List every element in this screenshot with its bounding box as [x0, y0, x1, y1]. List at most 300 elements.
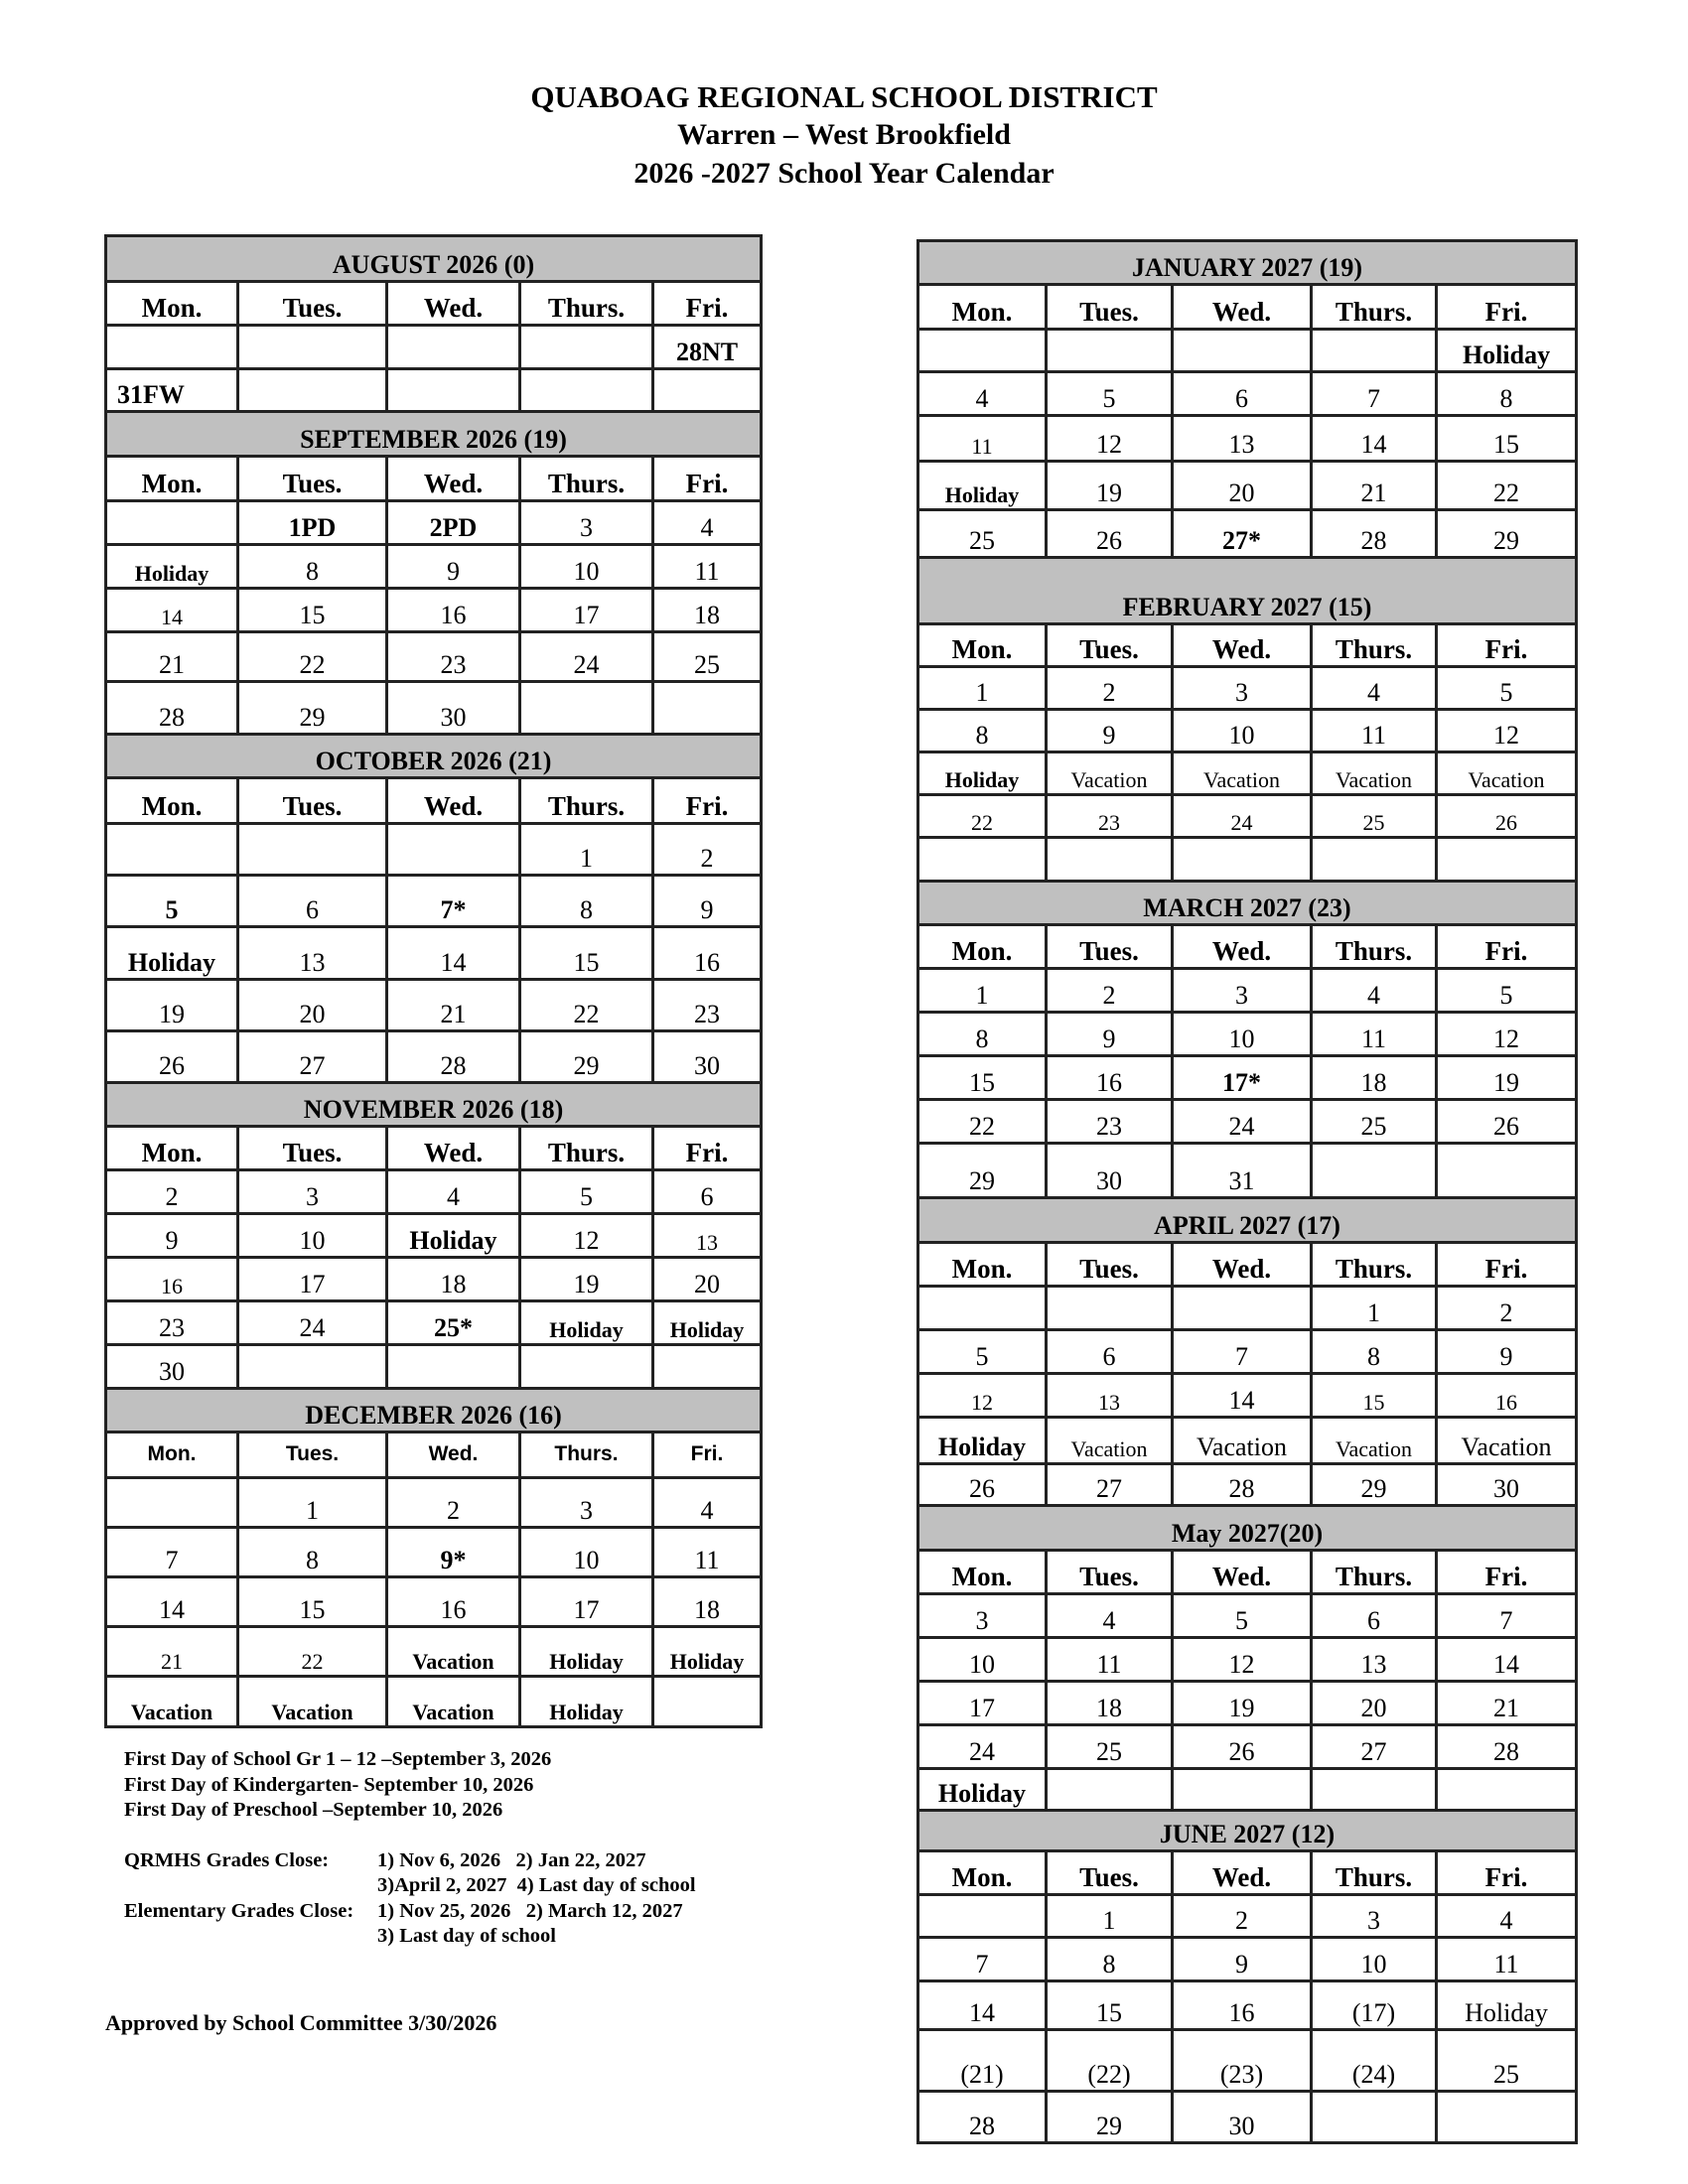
weekday-wed: Wed. [387, 457, 520, 501]
day-cell: 14 [1173, 1374, 1312, 1418]
empty-day-cell [1437, 2092, 1577, 2143]
day-cell: 12 [1437, 1013, 1577, 1056]
week-row [918, 795, 1577, 838]
weekday-fri: Fri. [653, 282, 762, 326]
day-cell: 7* [387, 876, 520, 927]
day-cell: 17* [1173, 1056, 1312, 1100]
week-row [106, 632, 762, 682]
weekday-tue: Tues. [1047, 624, 1173, 667]
weekday-fri: Fri. [1437, 624, 1577, 667]
day-cell: 10 [918, 1638, 1047, 1682]
week-row [106, 980, 762, 1031]
empty-day-cell [520, 326, 653, 369]
day-cell: 12 [520, 1214, 653, 1258]
day-cell: 29 [520, 1031, 653, 1083]
day-cell: Holiday [1437, 330, 1577, 372]
day-cell: 7 [918, 1938, 1047, 1981]
day-cell: 29 [1047, 2092, 1173, 2143]
day-cell: 15 [1437, 416, 1577, 462]
empty-day-cell [1173, 838, 1312, 882]
weekday-thu: Thurs. [1312, 1851, 1437, 1895]
week-row [918, 1418, 1577, 1464]
day-cell: 17 [918, 1682, 1047, 1725]
week-row [918, 1374, 1577, 1418]
day-cell: 11 [653, 1528, 762, 1577]
day-cell: 13 [653, 1214, 762, 1258]
weekday-thu: Thurs. [1312, 1243, 1437, 1287]
day-cell: 3 [1173, 667, 1312, 710]
weekday-thu: Thurs. [520, 1127, 653, 1170]
week-row [918, 1464, 1577, 1506]
week-row [918, 2092, 1577, 2143]
weekday-wed: Wed. [387, 778, 520, 824]
day-cell: 14 [1312, 416, 1437, 462]
week-row [918, 416, 1577, 462]
week-row [106, 326, 762, 369]
day-cell: 11 [653, 545, 762, 589]
month-header-nov [106, 1083, 762, 1127]
empty-day-cell [1312, 1769, 1437, 1811]
day-cell: 3 [1173, 969, 1312, 1013]
day-cell: (23) [1173, 2030, 1312, 2092]
empty-day-cell [520, 1345, 653, 1389]
week-row [106, 1528, 762, 1577]
month-header-aug [106, 236, 762, 282]
day-cell: 14 [387, 927, 520, 980]
week-row [918, 2030, 1577, 2092]
day-cell: 16 [387, 589, 520, 632]
day-cell: 19 [1047, 462, 1173, 510]
day-cell: 10 [1312, 1938, 1437, 1981]
day-cell: 15 [918, 1056, 1047, 1100]
day-cell: 10 [238, 1214, 387, 1258]
day-cell: 5 [1437, 969, 1577, 1013]
day-cell: 15 [520, 927, 653, 980]
empty-day-cell [1312, 330, 1437, 372]
day-cell: 7 [106, 1528, 238, 1577]
month-header-jan [918, 241, 1577, 285]
day-cell: 4 [1437, 1895, 1577, 1938]
approval-note: Approved by School Committee 3/30/2026 [105, 2010, 497, 2035]
day-cell: 1PD [238, 501, 387, 545]
month-title: DECEMBER 2026 (16) [106, 1389, 762, 1433]
day-cell: 15 [238, 589, 387, 632]
week-row [918, 1895, 1577, 1938]
day-cell: 1 [918, 969, 1047, 1013]
day-cell: 29 [1437, 510, 1577, 558]
weekday-wed: Wed. [1173, 624, 1312, 667]
weekday-fri: Fri. [653, 1127, 762, 1170]
month-header-mar [918, 882, 1577, 925]
day-cell: (22) [1047, 2030, 1173, 2092]
day-cell: 25 [1437, 2030, 1577, 2092]
day-cell: Vacation [106, 1677, 238, 1727]
weekday-tue: Tues. [238, 1127, 387, 1170]
day-cell: 30 [1047, 1144, 1173, 1198]
month-header-oct [106, 735, 762, 778]
first-day-preschool-note: First Day of Preschool –September 10, 2026 [124, 1799, 503, 1821]
day-cell: 1 [1047, 1895, 1173, 1938]
day-cell: 8 [238, 545, 387, 589]
day-cell: 5 [1437, 667, 1577, 710]
day-cell: Holiday [106, 927, 238, 980]
weekday-mon: Mon. [106, 282, 238, 326]
day-cell: Vacation [387, 1677, 520, 1727]
towns-subtitle: Warren – West Brookfield [677, 118, 1011, 151]
day-cell: 16 [1173, 1981, 1312, 2030]
day-cell: 22 [238, 632, 387, 682]
empty-day-cell [918, 1287, 1047, 1330]
day-cell: 17 [520, 1577, 653, 1627]
day-cell: 21 [1437, 1682, 1577, 1725]
empty-day-cell [1312, 2092, 1437, 2143]
day-cell: 20 [653, 1258, 762, 1301]
weekday-tue: Tues. [1047, 1551, 1173, 1594]
week-row [918, 710, 1577, 752]
week-row [106, 369, 762, 412]
day-cell: 21 [1312, 462, 1437, 510]
day-cell: 4 [653, 501, 762, 545]
weekday-tue: Tues. [1047, 925, 1173, 969]
week-row [106, 1345, 762, 1389]
weekday-thu: Thurs. [520, 282, 653, 326]
week-row [918, 838, 1577, 882]
day-cell: 28 [918, 2092, 1047, 2143]
day-cell: Vacation [1437, 752, 1577, 795]
day-cell: 8 [1312, 1330, 1437, 1374]
day-cell: 24 [918, 1725, 1047, 1769]
month-title: AUGUST 2026 (0) [106, 236, 762, 282]
week-row [106, 824, 762, 876]
day-cell: 4 [653, 1478, 762, 1528]
empty-day-cell [106, 1478, 238, 1528]
weekday-mon: Mon. [918, 285, 1047, 330]
weekday-mon: Mon. [918, 1243, 1047, 1287]
week-row [106, 1031, 762, 1083]
day-cell: 9 [1047, 1013, 1173, 1056]
day-cell: 10 [1173, 710, 1312, 752]
week-row [106, 1677, 762, 1727]
day-cell: 11 [1047, 1638, 1173, 1682]
notes-section [124, 1747, 696, 1950]
day-cell: 27* [1173, 510, 1312, 558]
month-title: MARCH 2027 (23) [918, 882, 1577, 925]
day-cell: 8 [1437, 372, 1577, 416]
week-row [106, 682, 762, 735]
day-cell: 16 [387, 1577, 520, 1627]
day-cell: 14 [106, 1577, 238, 1627]
day-cell: 6 [1173, 372, 1312, 416]
day-cell: Holiday [520, 1677, 653, 1727]
week-row [106, 1627, 762, 1677]
day-cell: 19 [1173, 1682, 1312, 1725]
week-row [106, 545, 762, 589]
day-cell: 9 [653, 876, 762, 927]
weekday-thu: Thurs. [520, 778, 653, 824]
week-row [106, 927, 762, 980]
day-cell: Holiday [1437, 1981, 1577, 2030]
weekday-header-row [106, 778, 762, 824]
day-cell: 3 [520, 1478, 653, 1528]
day-cell: 9 [106, 1214, 238, 1258]
day-cell: 11 [918, 416, 1047, 462]
empty-day-cell [918, 1895, 1047, 1938]
elementary-grades-close [124, 1899, 696, 1925]
day-cell: Holiday [918, 462, 1047, 510]
weekday-header-row [106, 282, 762, 326]
day-cell: Holiday [520, 1627, 653, 1677]
weekday-mon: Mon. [918, 1851, 1047, 1895]
qrmhs-label: QRMHS Grades Close: [124, 1848, 330, 1871]
calendar-right-column [916, 239, 1578, 2144]
day-cell: 23 [1047, 795, 1173, 838]
weekday-mon: Mon. [106, 1127, 238, 1170]
day-cell: 11 [1312, 710, 1437, 752]
empty-day-cell [520, 369, 653, 412]
week-row [918, 1144, 1577, 1198]
empty-day-cell [1437, 838, 1577, 882]
day-cell: 19 [520, 1258, 653, 1301]
elementary-line1: 1) Nov 25, 2026 2) March 12, 2027 [377, 1899, 683, 1922]
calendar-title: 2026 -2027 School Year Calendar [633, 157, 1055, 190]
day-cell: 8 [918, 1013, 1047, 1056]
week-row [918, 1013, 1577, 1056]
day-cell: 15 [238, 1577, 387, 1627]
weekday-tue: Tues. [238, 1433, 387, 1478]
empty-day-cell [387, 326, 520, 369]
day-cell: 12 [1047, 416, 1173, 462]
day-cell: 10 [1173, 1013, 1312, 1056]
month-title: JUNE 2027 (12) [918, 1811, 1577, 1851]
month-title: SEPTEMBER 2026 (19) [106, 412, 762, 457]
week-row [106, 1478, 762, 1528]
day-cell: 10 [520, 1528, 653, 1577]
day-cell: 28 [387, 1031, 520, 1083]
day-cell: 29 [918, 1144, 1047, 1198]
weekday-fri: Fri. [1437, 925, 1577, 969]
week-row [918, 1056, 1577, 1100]
day-cell: 20 [1312, 1682, 1437, 1725]
empty-day-cell [653, 1677, 762, 1727]
day-cell: 22 [1437, 462, 1577, 510]
weekday-tue: Tues. [238, 457, 387, 501]
day-cell: Vacation [1173, 752, 1312, 795]
week-row [106, 1258, 762, 1301]
weekday-mon: Mon. [918, 925, 1047, 969]
day-cell: 19 [1437, 1056, 1577, 1100]
weekday-tue: Tues. [1047, 1851, 1173, 1895]
day-cell: 25 [653, 632, 762, 682]
weekday-tue: Tues. [1047, 285, 1173, 330]
week-row [918, 462, 1577, 510]
day-cell: 14 [106, 589, 238, 632]
day-cell: 31 [1173, 1144, 1312, 1198]
day-cell: 2 [1047, 969, 1173, 1013]
day-cell: 28 [106, 682, 238, 735]
week-row [106, 1214, 762, 1258]
day-cell: Vacation [1312, 752, 1437, 795]
empty-day-cell [238, 824, 387, 876]
weekday-tue: Tues. [238, 778, 387, 824]
empty-day-cell [1437, 1769, 1577, 1811]
day-cell: 9 [1173, 1938, 1312, 1981]
month-title: JANUARY 2027 (19) [918, 241, 1577, 285]
day-cell: Holiday [918, 752, 1047, 795]
day-cell: 25 [1312, 795, 1437, 838]
empty-day-cell [1312, 1144, 1437, 1198]
weekday-mon: Mon. [106, 778, 238, 824]
day-cell: 22 [520, 980, 653, 1031]
day-cell: 26 [1173, 1725, 1312, 1769]
day-cell: 1 [1312, 1287, 1437, 1330]
week-row [106, 1577, 762, 1627]
week-row [918, 1287, 1577, 1330]
empty-day-cell [238, 326, 387, 369]
weekday-thu: Thurs. [1312, 1551, 1437, 1594]
day-cell: 7 [1437, 1594, 1577, 1638]
day-cell: 5 [1047, 372, 1173, 416]
day-cell: 24 [238, 1301, 387, 1345]
month-title: APRIL 2027 (17) [918, 1198, 1577, 1243]
day-cell: 4 [387, 1170, 520, 1214]
day-cell: Vacation [387, 1627, 520, 1677]
day-cell: Holiday [106, 545, 238, 589]
weekday-fri: Fri. [653, 778, 762, 824]
day-cell: Vacation [1437, 1418, 1577, 1464]
day-cell: Holiday [653, 1301, 762, 1345]
day-cell: 13 [238, 927, 387, 980]
day-cell: 20 [238, 980, 387, 1031]
elementary-line2: 3) Last day of school [377, 1925, 556, 1947]
day-cell: 27 [1312, 1725, 1437, 1769]
qrmhs-grades-close [124, 1848, 696, 1874]
day-cell: 9 [387, 545, 520, 589]
day-cell: 27 [1047, 1464, 1173, 1506]
day-cell: 3 [1312, 1895, 1437, 1938]
day-cell: 7 [1173, 1330, 1312, 1374]
weekday-header-row [918, 1551, 1577, 1594]
day-cell: 4 [918, 372, 1047, 416]
day-cell: 9* [387, 1528, 520, 1577]
week-row [918, 969, 1577, 1013]
day-cell: 4 [1312, 969, 1437, 1013]
empty-day-cell [653, 1345, 762, 1389]
month-title: FEBRUARY 2027 (15) [918, 558, 1577, 624]
day-cell: Holiday [387, 1214, 520, 1258]
district-title: QUABOAG REGIONAL SCHOOL DISTRICT [530, 79, 1158, 114]
day-cell: 18 [1047, 1682, 1173, 1725]
day-cell: 26 [1437, 1100, 1577, 1144]
empty-day-cell [1312, 838, 1437, 882]
week-row [918, 372, 1577, 416]
day-cell: Holiday [918, 1769, 1047, 1811]
elementary-label: Elementary Grades Close: [124, 1899, 354, 1922]
day-cell: 30 [106, 1345, 238, 1389]
empty-day-cell [520, 682, 653, 735]
day-cell: 3 [520, 501, 653, 545]
qrmhs-grades-close-cont [124, 1873, 696, 1899]
weekday-header-row [918, 1243, 1577, 1287]
day-cell: 21 [387, 980, 520, 1031]
empty-day-cell [106, 326, 238, 369]
month-header-dec [106, 1389, 762, 1433]
day-cell: 11 [1312, 1013, 1437, 1056]
weekday-header-row [918, 624, 1577, 667]
empty-day-cell [653, 369, 762, 412]
day-cell: 6 [653, 1170, 762, 1214]
weekday-header-row [918, 285, 1577, 330]
day-cell: 12 [1437, 710, 1577, 752]
day-cell: 2PD [387, 501, 520, 545]
day-cell: 30 [1173, 2092, 1312, 2143]
qrmhs-line1: 1) Nov 6, 2026 2) Jan 22, 2027 [377, 1848, 646, 1871]
day-cell: 5 [520, 1170, 653, 1214]
day-cell: 5 [106, 876, 238, 927]
day-cell: 23 [653, 980, 762, 1031]
empty-day-cell [106, 824, 238, 876]
day-cell: 15 [1312, 1374, 1437, 1418]
weekday-wed: Wed. [1173, 925, 1312, 969]
day-cell: 2 [1173, 1895, 1312, 1938]
day-cell: 26 [106, 1031, 238, 1083]
day-cell: 13 [1312, 1638, 1437, 1682]
day-cell: 5 [918, 1330, 1047, 1374]
day-cell: Vacation [1047, 1418, 1173, 1464]
day-cell: 29 [1312, 1464, 1437, 1506]
month-header-apr [918, 1198, 1577, 1243]
weekday-wed: Wed. [387, 282, 520, 326]
day-cell: 18 [653, 1577, 762, 1627]
day-cell: 25* [387, 1301, 520, 1345]
day-cell: Holiday [918, 1418, 1047, 1464]
day-cell: 22 [918, 795, 1047, 838]
day-cell: 12 [1173, 1638, 1312, 1682]
day-cell: Vacation [1312, 1418, 1437, 1464]
month-title: May 2027(20) [918, 1506, 1577, 1551]
day-cell: 8 [238, 1528, 387, 1577]
day-cell: 25 [1047, 1725, 1173, 1769]
day-cell: (24) [1312, 2030, 1437, 2092]
weekday-thu: Thurs. [520, 1433, 653, 1478]
weekday-header-row [918, 1851, 1577, 1895]
weekday-fri: Fri. [653, 457, 762, 501]
empty-day-cell [1173, 330, 1312, 372]
day-cell: (21) [918, 2030, 1047, 2092]
day-cell: 28NT [653, 326, 762, 369]
week-row [918, 667, 1577, 710]
day-cell: 6 [1047, 1330, 1173, 1374]
day-cell: 24 [1173, 1100, 1312, 1144]
day-cell: 1 [520, 824, 653, 876]
weekday-mon: Mon. [106, 1433, 238, 1478]
empty-day-cell [238, 1345, 387, 1389]
weekday-fri: Fri. [653, 1433, 762, 1478]
week-row [106, 1170, 762, 1214]
weekday-wed: Wed. [387, 1433, 520, 1478]
day-cell: 8 [918, 710, 1047, 752]
weekday-wed: Wed. [1173, 285, 1312, 330]
weekday-fri: Fri. [1437, 1243, 1577, 1287]
day-cell: 26 [1437, 795, 1577, 838]
weekday-wed: Wed. [387, 1127, 520, 1170]
weekday-fri: Fri. [1437, 1551, 1577, 1594]
empty-day-cell [106, 501, 238, 545]
month-title: OCTOBER 2026 (21) [106, 735, 762, 778]
day-cell: 23 [106, 1301, 238, 1345]
empty-day-cell [1437, 1144, 1577, 1198]
weekday-header-row [106, 1433, 762, 1478]
day-cell: 5 [1173, 1594, 1312, 1638]
